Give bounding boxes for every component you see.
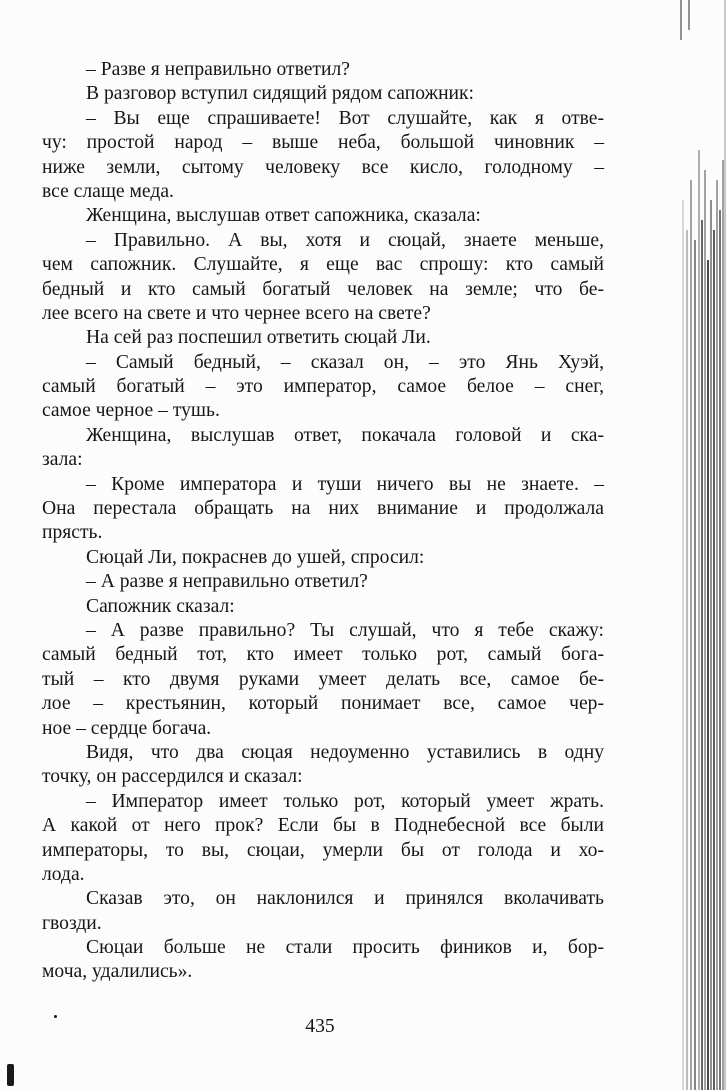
text-line: прясть. bbox=[42, 522, 103, 544]
text-line: ниже земли, сытому человеку все кисло, голодному – bbox=[42, 156, 604, 178]
text-line: самый богатый – это император, самое белое – снег, bbox=[42, 376, 604, 398]
text-line: Видя, что два сюцая недоуменно уставились в одну bbox=[86, 741, 604, 763]
text-line: лое – крестьянин, который понимает все, самое чер- bbox=[42, 693, 604, 715]
text-line: моча, удалились». bbox=[42, 961, 193, 983]
text-line: – Самый бедный, – сказал он, – это Янь Хуэй, bbox=[86, 351, 604, 373]
text-line: ное – сердце богача. bbox=[42, 717, 212, 739]
text-line: лее всего на свете и что чернее всего на свете? bbox=[42, 302, 431, 324]
text-line: – Вы еще спрашиваете! Вот слушайте, как я отве- bbox=[86, 107, 604, 129]
text-line: А какой от него прок? Если бы в Поднебесной все были bbox=[42, 815, 604, 837]
text-line: – Разве я неправильно ответил? bbox=[86, 59, 350, 80]
text-line: На сей раз поспешил ответить сюцай Ли. bbox=[86, 327, 431, 349]
text-line: императоры, то вы, сюцаи, умерли бы от голода и хо- bbox=[42, 839, 604, 861]
text-line: все слаще меда. bbox=[42, 180, 174, 202]
binding-edge-shadow bbox=[675, 0, 727, 1090]
text-line: чу: простой народ – выше неба, большой чиновник – bbox=[42, 132, 604, 154]
text-line: В разговор вступил сидящий рядом сапожник: bbox=[86, 83, 474, 105]
text-line: лода. bbox=[42, 863, 85, 885]
text-line: – Кроме императора и туши ничего вы не знаете. – bbox=[86, 473, 604, 495]
scan-speck bbox=[54, 1015, 57, 1018]
text-line: гвозди. bbox=[42, 912, 102, 934]
text-line: – А разве правильно? Ты слушай, что я тебе скажу: bbox=[86, 619, 604, 641]
scan-speck bbox=[7, 1064, 14, 1086]
text-line: точку, он рассердился и сказал: bbox=[42, 766, 303, 788]
text-line: самый бедный тот, кто имеет только рот, самый бога- bbox=[42, 644, 604, 666]
body-text bbox=[42, 58, 604, 985]
text-line: Женщина, выслушав ответ, покачала головой и ска- bbox=[86, 424, 604, 446]
text-line: Сказав это, он наклонился и принялся вколачивать bbox=[86, 888, 604, 910]
text-line: – Правильно. А вы, хотя и сюцай, знаете меньше, bbox=[86, 229, 604, 251]
text-line: чем сапожник. Слушайте, я еще вас спрошу: кто самый bbox=[42, 254, 604, 276]
text-line: Она перестала обращать на них внимание и продолжала bbox=[42, 498, 604, 520]
text-line: Сапожник сказал: bbox=[86, 595, 235, 617]
text-line: самое черное – тушь. bbox=[42, 400, 220, 422]
text-line: тый – кто двумя руками умеет делать все, самое бе- bbox=[42, 668, 604, 690]
text-line: Сюцай Ли, покраснев до ушей, спросил: bbox=[86, 546, 425, 568]
text-line: бедный и кто самый богатый человек на земле; что бе- bbox=[42, 278, 604, 300]
text-line: – Император имеет только рот, который умеет жрать. bbox=[86, 790, 604, 812]
page-number: 435 bbox=[305, 1016, 335, 1037]
text-line: зала: bbox=[42, 449, 83, 471]
text-line: Женщина, выслушав ответ сапожника, сказала: bbox=[86, 205, 481, 227]
text-line: – А разве я неправильно ответил? bbox=[86, 571, 368, 593]
text-line: Сюцаи больше не стали просить фиников и, бор- bbox=[86, 937, 604, 959]
